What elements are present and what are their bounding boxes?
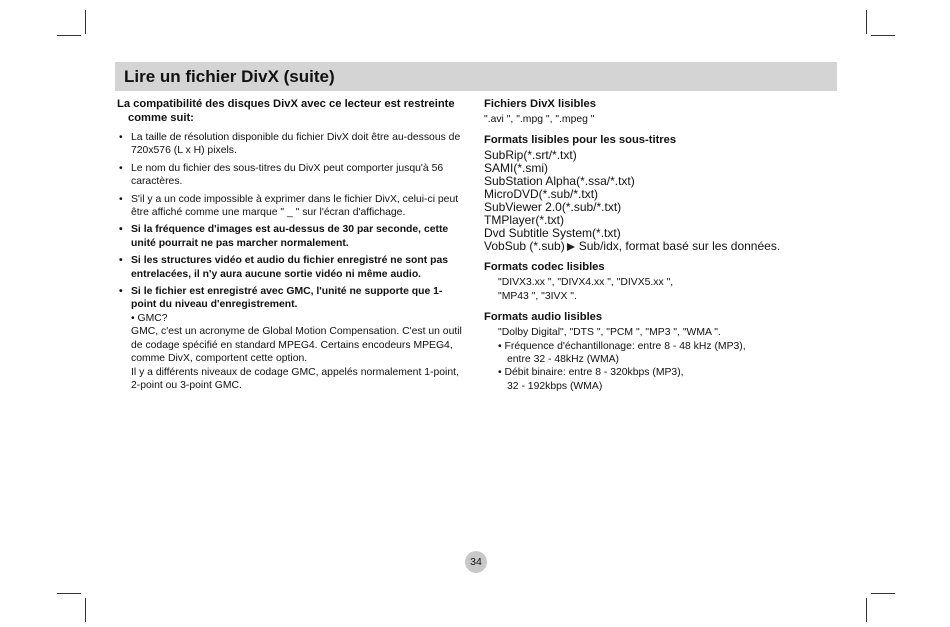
audio-sample-rate-wma: entre 32 - 48kHz (WMA) [507,354,620,366]
files-heading: Fichiers DivX lisibles [484,98,596,110]
list-item: • La taille de résolution disponible du fichier DivX doit être au-dessous de 720x576 (L x H) pixels. [117,131,462,158]
subtitle-format: SubViewer 2.0(*.sub/*.txt) [484,200,622,215]
gmc-definition: GMC, c'est un acronyme de Global Motion Compensation. C'est un outil de codage spécifié en standard MPEG4. Certains encodeurs MPEG4, comme DivX, comportent cette option. [131,326,462,365]
crop-mark [866,10,867,34]
subtitle-format: SubRip(*.srt/*.txt) [484,148,577,163]
audio-bitrate: • Débit binaire: entre 8 - 320kbps (MP3), [498,367,684,379]
subtitle-format: SAMI(*.smi) [484,161,548,176]
list-item: • Si les structures vidéo et audio du fichier enregistré ne sont pas entrelacées, il n'y aura aucune sortie vidéo ni même audio. [117,254,462,281]
subtitle-format: MicroDVD(*.sub/*.txt) [484,187,599,202]
subtitles-heading: Formats lisibles pour les sous-titres [484,134,677,147]
codec-line: "DIVX3.xx ", "DIVX4.xx ", "DIVX5.xx ", [498,277,674,289]
gmc-question: • GMC? [131,312,168,324]
list-item: • Le nom du fichier des sous-titres du DivX peut comporter jusqu'à 56 caractères. [117,162,462,189]
vobsub-label: VobSub (*.sub) [484,239,565,254]
codec-heading: Formats codec lisibles [484,261,605,274]
page-title: Lire un fichier DivX (suite) [124,67,335,86]
title-bar [115,62,837,91]
subtitles-section [484,133,829,253]
codec-section [484,260,829,303]
crop-mark [57,593,81,594]
right-column [484,97,829,400]
list-item: • S'il y a un code impossible à exprimer dans le fichier DivX, celui-ci peut être affiché comme une marque " _ " sur l'écran d'affichage. [117,193,462,220]
subtitle-format-vobsub [484,240,829,253]
crop-mark [85,10,86,34]
arrow-right-icon [567,243,575,251]
list-item-gmc [117,285,462,392]
audio-sample-rate: • Fréquence d'échantillonage: entre 8 - 48 kHz (MP3), [498,340,746,352]
audio-section [484,310,829,393]
list-item: • Si la fréquence d'images est au-dessus de 30 par seconde, cette unité pourrait ne pas marcher normalement. [117,223,462,250]
subtitle-format: SubStation Alpha(*.ssa/*.txt) [484,174,635,189]
subtitle-format: TMPlayer(*.txt) [484,213,565,228]
crop-mark [57,35,81,36]
gmc-support-text: • Si le fichier est enregistré avec GMC, l'unité ne supporte que 1-point du niveau d'enregistrement. [131,286,443,311]
compatibility-list [117,131,462,392]
codec-line: "MP43 ", "3IVX ". [498,290,577,302]
files-section [484,97,829,126]
crop-mark [866,598,867,622]
gmc-levels: Il y a différents niveaux de codage GMC, appelés normalement 1-point, 2-point ou 3-point GMC. [131,366,459,391]
files-value: ".avi ", ".mpg ", ".mpeg " [484,114,595,125]
subtitle-format: Dvd Subtitle System(*.txt) [484,226,621,241]
vobsub-detail: Sub/idx, format basé sur les données. [578,239,781,254]
gmc-note [131,312,462,392]
left-column [117,97,462,396]
compatibility-heading: La compatibilité des disques DivX avec ce lecteur est restreinte comme suit: [117,98,455,124]
audio-bitrate-wma: 32 - 192kbps (WMA) [507,380,603,392]
audio-formats: "Dolby Digital", "DTS ", "PCM ", "MP3 ", "WMA ". [498,327,721,339]
page-number: 34 [465,551,487,573]
audio-heading: Formats audio lisibles [484,311,603,324]
crop-mark [871,593,895,594]
crop-mark [871,35,895,36]
crop-mark [85,598,86,622]
